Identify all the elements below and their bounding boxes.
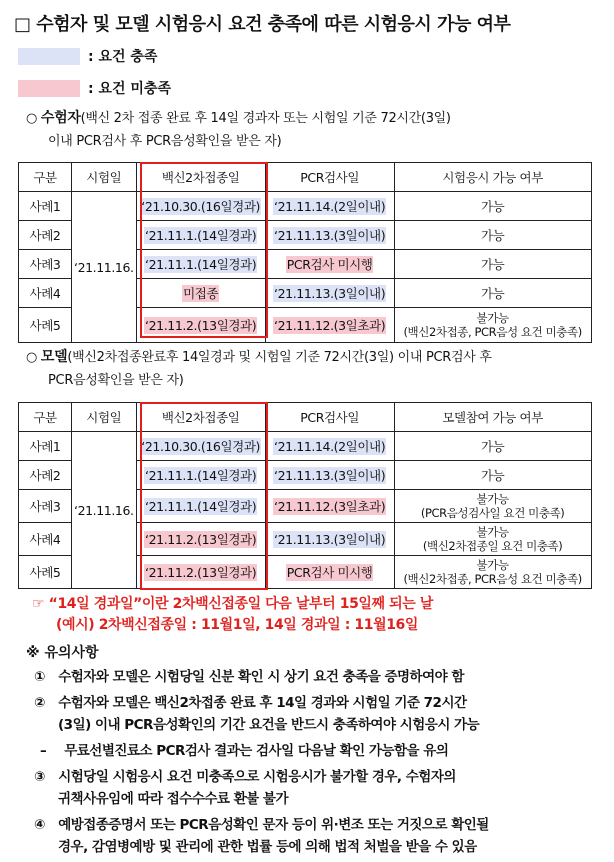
note-line: (예시) 2차백신접종일 : 11월1일, 14일 경과일 : 11월16일 bbox=[56, 617, 419, 633]
result-cell: 불가능 (PCR음성검사일 요건 미충족) bbox=[394, 490, 591, 523]
condition-text: (백신2차접종완료후 14일경과 및 시험일 기준 72시간(3일) 이내 PCR검사 후 bbox=[67, 350, 492, 365]
condition-text: PCR음성확인을 받은 자) bbox=[48, 373, 184, 388]
case-cell: 사례2 bbox=[19, 461, 72, 490]
page-title: □ 수험자 및 모델 시험응시 요건 충족에 따른 시험응시 가능 여부 bbox=[14, 14, 511, 35]
exam-date-cell: ‘21.11.16. bbox=[72, 432, 137, 589]
case-cell: 사례4 bbox=[19, 523, 72, 556]
result-cell: 가능 bbox=[394, 250, 591, 279]
examinee-heading: 수험자 bbox=[40, 110, 81, 126]
caution-item-3: ③ 시험당일 시험응시 요건 미충족으로 시험응시가 불가할 경우, 수험자의 귀책사유임에 따라 접수수수료 환불 불가 bbox=[34, 769, 456, 807]
condition-text: 이내 PCR검사 후 PCR음성확인을 받은 자) bbox=[48, 134, 282, 149]
pcr-cell: PCR검사 미시행 bbox=[265, 250, 394, 279]
header-cell: 모델참여 가능 여부 bbox=[394, 403, 591, 432]
note-line: “14일 경과일”이란 2차백신접종일 다음 날부터 15일째 되는 날 bbox=[48, 596, 433, 612]
table-header-row bbox=[19, 403, 592, 432]
model-condition bbox=[26, 346, 596, 392]
legend-satisfied bbox=[18, 46, 157, 66]
table-header-row bbox=[19, 163, 592, 192]
pointing-hand-icon: ☞ bbox=[32, 596, 45, 612]
case-cell: 사례3 bbox=[19, 250, 72, 279]
vaccine-cell: ‘21.11.1.(14일경과) bbox=[136, 221, 265, 250]
examinee-table bbox=[18, 162, 592, 343]
bullet: ○ bbox=[26, 350, 38, 365]
pcr-cell: ‘21.11.12.(3일초과) bbox=[265, 490, 394, 523]
result-cell: 가능 bbox=[394, 279, 591, 308]
case-cell: 사례3 bbox=[19, 490, 72, 523]
vaccine-cell: ‘21.11.2.(13일경과) bbox=[136, 523, 265, 556]
pcr-cell: ‘21.11.12.(3일초과) bbox=[265, 308, 394, 343]
case-cell: 사례1 bbox=[19, 432, 72, 461]
definition-note bbox=[32, 594, 433, 636]
caution-item-2: ② 수험자와 모델은 백신2차접종 완료 후 14일 경과와 시험일 기준 72시간 (3일) 이내 PCR음성확인의 기간 요건을 반드시 충족하여야 시험응시 가능 bbox=[34, 695, 480, 733]
pcr-cell: ‘21.11.13.(3일이내) bbox=[265, 461, 394, 490]
condition-text: (백신 2차 접종 완료 후 14일 경과자 또는 시험일 기준 72시간(3일) bbox=[80, 111, 451, 126]
legend-swatch-red bbox=[18, 80, 80, 97]
case-cell: 사례2 bbox=[19, 221, 72, 250]
header-cell: PCR검사일 bbox=[265, 403, 394, 432]
header-cell: 백신2차접종일 bbox=[136, 163, 265, 192]
case-cell: 사례5 bbox=[19, 308, 72, 343]
header-cell: 백신2차접종일 bbox=[136, 403, 265, 432]
vaccine-cell: ‘21.11.2.(13일경과) bbox=[136, 556, 265, 589]
header-cell: 시험일 bbox=[72, 403, 137, 432]
pcr-cell: ‘21.11.13.(3일이내) bbox=[265, 221, 394, 250]
vaccine-cell: 미접종 bbox=[136, 279, 265, 308]
pcr-cell: PCR검사 미시행 bbox=[265, 556, 394, 589]
exam-date-cell: ‘21.11.16. bbox=[72, 192, 137, 343]
case-cell: 사례4 bbox=[19, 279, 72, 308]
result-cell: 가능 bbox=[394, 432, 591, 461]
pcr-cell: ‘21.11.14.(2일이내) bbox=[265, 432, 394, 461]
result-cell: 불가능 (백신2차접종일 요건 미충족) bbox=[394, 523, 591, 556]
vaccine-cell: ‘21.11.2.(13일경과) bbox=[136, 308, 265, 343]
legend-label: : 요건 미충족 bbox=[88, 81, 171, 97]
vaccine-cell: ‘21.11.1.(14일경과) bbox=[136, 250, 265, 279]
legend-swatch-blue bbox=[18, 48, 80, 65]
model-table bbox=[18, 402, 592, 589]
result-cell: 가능 bbox=[394, 221, 591, 250]
pcr-cell: ‘21.11.13.(3일이내) bbox=[265, 279, 394, 308]
header-cell: PCR검사일 bbox=[265, 163, 394, 192]
table-row bbox=[19, 192, 592, 221]
pcr-cell: ‘21.11.13.(3일이내) bbox=[265, 523, 394, 556]
result-cell: 가능 bbox=[394, 461, 591, 490]
bullet: ○ bbox=[26, 111, 38, 126]
caution-item-4: ④ 예방접종증명서 또는 PCR음성확인 문자 등이 위·변조 또는 거짓으로 확인될 경우, 감염병예방 및 관리에 관한 법률 등에 의해 법적 처벌을 받을 수 있음 bbox=[34, 817, 489, 855]
caution-item-dash: – 무료선별진료소 PCR검사 결과는 검사일 다음날 확인 가능함을 유의 bbox=[40, 743, 449, 759]
result-cell: 불가능 (백신2차접종, PCR음성 요건 미충족) bbox=[394, 308, 591, 343]
vaccine-cell: ‘21.11.1.(14일경과) bbox=[136, 461, 265, 490]
vaccine-cell: ‘21.10.30.(16일경과) bbox=[136, 192, 265, 221]
header-cell: 시험응시 가능 여부 bbox=[394, 163, 591, 192]
result-cell: 가능 bbox=[394, 192, 591, 221]
case-cell: 사례1 bbox=[19, 192, 72, 221]
vaccine-cell: ‘21.10.30.(16일경과) bbox=[136, 432, 265, 461]
examinee-condition bbox=[26, 107, 596, 153]
caution-item-1: ① 수험자와 모델은 시험당일 신분 확인 시 상기 요건 충족을 증명하여야 함 bbox=[34, 669, 464, 685]
table-row bbox=[19, 432, 592, 461]
header-cell: 구분 bbox=[19, 163, 72, 192]
legend-unsatisfied bbox=[18, 78, 171, 98]
legend-label: : 요건 충족 bbox=[88, 49, 158, 65]
caution-heading: ※ 유의사항 bbox=[26, 645, 99, 661]
header-cell: 구분 bbox=[19, 403, 72, 432]
case-cell: 사례5 bbox=[19, 556, 72, 589]
vaccine-cell: ‘21.11.1.(14일경과) bbox=[136, 490, 265, 523]
model-heading: 모델 bbox=[40, 349, 68, 365]
result-cell: 불가능 (백신2차접종, PCR음성 요건 미충족) bbox=[394, 556, 591, 589]
header-cell: 시험일 bbox=[72, 163, 137, 192]
pcr-cell: ‘21.11.14.(2일이내) bbox=[265, 192, 394, 221]
